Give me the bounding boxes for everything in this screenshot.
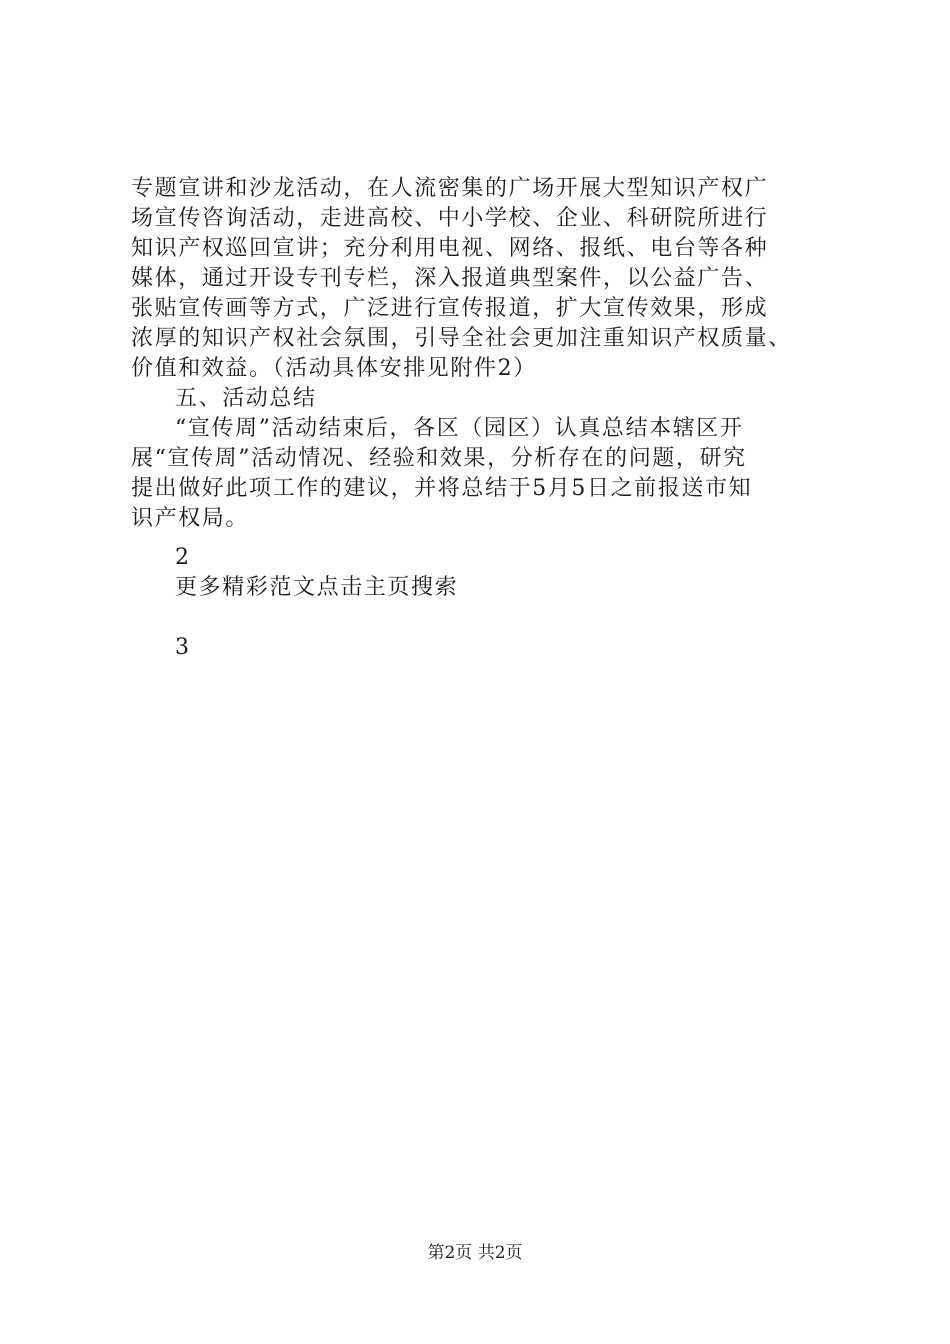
body-line: 专题宣讲和沙龙活动，在人流密集的广场开展大型知识产权广: [131, 176, 769, 201]
section-heading: 五、活动总结: [175, 386, 317, 411]
body-line: 张贴宣传画等方式，广泛进行宣传报道，扩大宣传效果，形成: [131, 296, 769, 321]
more-articles-link[interactable]: 更多精彩范文点击主页搜索: [175, 575, 459, 600]
summary-line: “宣传周”活动结束后，各区（园区）认真总结本辖区开: [175, 416, 744, 441]
summary-line: 提出做好此项工作的建议，并将总结于5月5日之前报送市知: [131, 476, 753, 501]
body-line: 知识产权巡回宣讲；充分利用电视、网络、报纸、电台等各种: [131, 236, 769, 261]
body-line: 场宣传咨询活动，走进高校、中小学校、企业、科研院所进行: [131, 206, 769, 231]
summary-line: 展“宣传周”活动情况、经验和效果，分析存在的问题，研究: [131, 446, 747, 471]
page-marker-3: 3: [175, 635, 189, 660]
body-line: 浓厚的知识产权社会氛围，引导全社会更加注重知识产权质量、: [131, 326, 792, 351]
page-marker-2: 2: [175, 545, 189, 570]
page-footer: 第2页 共2页: [427, 1243, 523, 1263]
summary-line: 识产权局。: [131, 506, 250, 531]
body-line: 价值和效益。（活动具体安排见附件2）: [131, 356, 537, 381]
document-body: [131, 174, 851, 534]
body-line: 媒体，通过开设专刊专栏，深入报道典型案件，以公益广告、: [131, 266, 769, 291]
